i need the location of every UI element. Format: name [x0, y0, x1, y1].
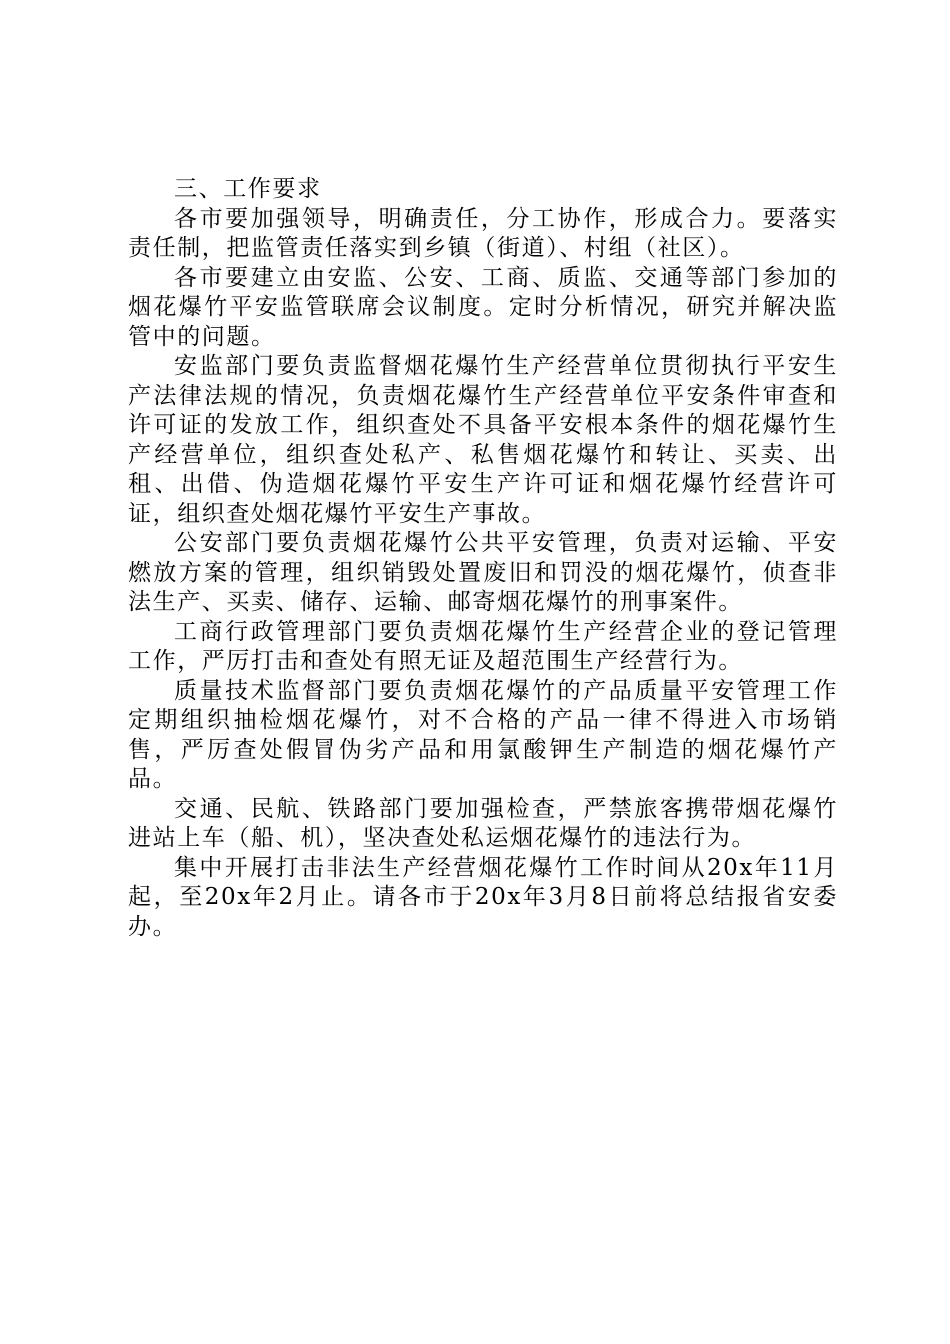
paragraph-joint-meeting: 各市要建立由安监、公安、工商、质监、交通等部门参加的烟花爆竹平安监管联席会议制度。定时分析情况，研究并解决监管中的问题。	[128, 264, 838, 350]
paragraph-leadership: 各市要加强领导，明确责任，分工协作，形成合力。要落实责任制，把监管责任落实到乡镇（街道）、村组（社区）。	[128, 205, 838, 261]
paragraph-quality-supervision: 质量技术监督部门要负责烟花爆竹的产品质量平安管理工作定期组织抽检烟花爆竹，对不合格的产品一律不得进入市场销售，严厉查处假冒伪劣产品和用氯酸钾生产制造的烟花爆竹产品。	[128, 677, 838, 792]
section-heading: 三、工作要求	[174, 176, 322, 202]
paragraph-industry-commerce: 工商行政管理部门要负责烟花爆竹生产经营企业的登记管理工作，严厉打击和查处有照无证及超范围生产经营行为。	[128, 618, 838, 674]
paragraph-safety-supervision: 安监部门要负责监督烟花爆竹生产经营单位贯彻执行平安生产法律法规的情况，负责烟花爆竹生产经营单位平安条件审查和许可证的发放工作，组织查处不具备平安根本条件的烟花爆竹生产经营单位，组织查处私产、私售烟花爆竹和转让、买卖、出租、出借、伪造烟花爆竹平安生产许可证和烟花爆竹经营许可证，组织查处烟花爆竹平安生产事故。	[128, 353, 838, 527]
paragraph-schedule: 集中开展打击非法生产经营烟花爆竹工作时间从20x年11月起，至20x年2月止。请各市于20x年3月8日前将总结报省安委办。	[128, 854, 838, 940]
document-body	[128, 175, 838, 942]
paragraph-public-security: 公安部门要负责烟花爆竹公共平安管理，负责对运输、平安燃放方案的管理，组织销毁处置废旧和罚没的烟花爆竹，侦查非法生产、买卖、储存、运输、邮寄烟花爆竹的刑事案件。	[128, 530, 838, 615]
paragraph-transport: 交通、民航、铁路部门要加强检查，严禁旅客携带烟花爆竹进站上车（船、机），坚决查处私运烟花爆竹的违法行为。	[128, 795, 838, 851]
